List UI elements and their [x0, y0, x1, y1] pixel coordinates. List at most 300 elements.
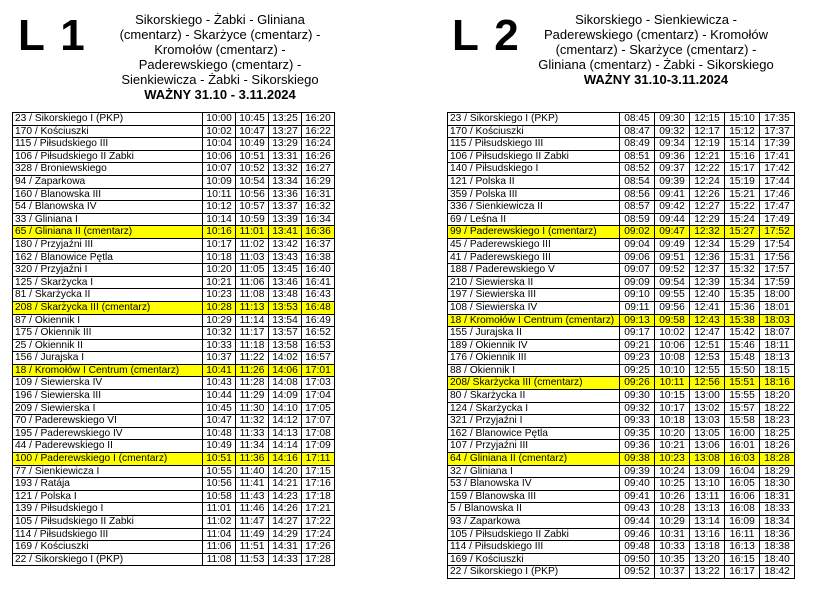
departure-time: 17:03 — [302, 377, 335, 390]
departure-time: 16:24 — [302, 138, 335, 151]
departure-time: 10:11 — [203, 188, 236, 201]
departure-time: 09:41 — [655, 188, 690, 201]
departure-time: 08:47 — [620, 125, 655, 138]
line-1-timetable — [12, 112, 335, 566]
departure-time: 16:03 — [725, 453, 760, 466]
departure-time: 13:43 — [269, 251, 302, 264]
stop-name: 18 / Kromołów I Centrum (cmentarz) — [448, 314, 620, 327]
departure-time: 13:41 — [269, 226, 302, 239]
stop-name: 328 / Broniewskiego — [13, 163, 203, 176]
departure-time: 10:37 — [203, 352, 236, 365]
departure-time: 11:05 — [236, 264, 269, 277]
departure-time: 15:27 — [725, 226, 760, 239]
stop-name: 22 / Sikorskiego I (PKP) — [448, 566, 620, 579]
departure-time: 10:16 — [203, 226, 236, 239]
departure-time: 13:29 — [269, 138, 302, 151]
departure-time: 15:14 — [725, 138, 760, 151]
timetable-row — [13, 516, 335, 529]
stop-name: 195 / Paderewskiego IV — [13, 427, 203, 440]
departure-time: 10:28 — [203, 301, 236, 314]
departure-time: 13:46 — [269, 276, 302, 289]
line-2-title: L 2 — [452, 11, 521, 60]
departure-time: 10:33 — [203, 339, 236, 352]
departure-time: 13:31 — [269, 150, 302, 163]
departure-time: 14:21 — [269, 478, 302, 491]
departure-time: 16:40 — [302, 264, 335, 277]
departure-time: 15:46 — [725, 339, 760, 352]
timetable-row — [448, 175, 795, 188]
departure-time: 12:17 — [690, 125, 725, 138]
departure-time: 13:22 — [690, 566, 725, 579]
departure-time: 18:29 — [760, 465, 795, 478]
departure-time: 11:36 — [236, 453, 269, 466]
departure-time: 10:29 — [655, 516, 690, 529]
departure-time: 09:50 — [620, 553, 655, 566]
timetable-row — [13, 251, 335, 264]
departure-time: 09:49 — [655, 238, 690, 251]
departure-time: 09:11 — [620, 301, 655, 314]
stop-name: 18 / Kromołów I Centrum (cmentarz) — [13, 364, 203, 377]
stop-name: 81 / Skarżycka II — [13, 289, 203, 302]
departure-time: 09:35 — [620, 427, 655, 440]
stop-name: 54 / Blanowska IV — [13, 201, 203, 214]
timetable-row — [448, 566, 795, 579]
departure-time: 09:44 — [620, 516, 655, 529]
departure-time: 09:51 — [655, 251, 690, 264]
timetable-row — [13, 150, 335, 163]
timetable-row — [13, 289, 335, 302]
timetable-row — [13, 390, 335, 403]
departure-time: 10:54 — [236, 175, 269, 188]
stop-name: 359 / Polska III — [448, 188, 620, 201]
stop-name: 105 / Piłsudskiego II Żabki — [13, 516, 203, 529]
stop-name: 197 / Siewierska III — [448, 289, 620, 302]
stop-name: 94 / Zaparkowa — [13, 175, 203, 188]
stop-name: 64 / Gliniana II (cmentarz) — [448, 453, 620, 466]
departure-time: 17:22 — [302, 516, 335, 529]
departure-time: 14:16 — [269, 453, 302, 466]
departure-time: 10:06 — [655, 339, 690, 352]
stop-name: 32 / Gliniana I — [448, 465, 620, 478]
departure-time: 17:08 — [302, 427, 335, 440]
departure-time: 15:50 — [725, 364, 760, 377]
departure-time: 10:10 — [655, 364, 690, 377]
departure-time: 11:49 — [236, 528, 269, 541]
stop-name: 65 / Gliniana II (cmentarz) — [13, 226, 203, 239]
departure-time: 18:23 — [760, 415, 795, 428]
departure-time: 15:16 — [725, 150, 760, 163]
departure-time: 13:08 — [690, 453, 725, 466]
departure-time: 10:24 — [655, 465, 690, 478]
departure-time: 16:27 — [302, 163, 335, 176]
departure-time: 09:40 — [620, 478, 655, 491]
timetable-row — [448, 377, 795, 390]
departure-time: 11:18 — [236, 339, 269, 352]
timetable-row — [13, 528, 335, 541]
departure-time: 11:28 — [236, 377, 269, 390]
departure-time: 10:47 — [236, 125, 269, 138]
stop-name: 169 / Kościuszki — [13, 541, 203, 554]
line-1-route-line: Paderewskiego (cmentarz) - — [138, 57, 302, 72]
departure-time: 14:06 — [269, 364, 302, 377]
departure-time: 11:41 — [236, 478, 269, 491]
departure-time: 09:21 — [620, 339, 655, 352]
departure-time: 09:25 — [620, 364, 655, 377]
timetable-row — [13, 276, 335, 289]
departure-time: 09:34 — [655, 138, 690, 151]
timetable-row — [13, 465, 335, 478]
departure-time: 09:58 — [655, 314, 690, 327]
departure-time: 13:45 — [269, 264, 302, 277]
departure-time: 10:02 — [203, 125, 236, 138]
departure-time: 18:07 — [760, 327, 795, 340]
departure-time: 11:22 — [236, 352, 269, 365]
departure-time: 09:39 — [655, 175, 690, 188]
stop-name: 170 / Kościuszki — [13, 125, 203, 138]
departure-time: 09:52 — [655, 264, 690, 277]
timetable-row — [448, 453, 795, 466]
departure-time: 16:26 — [302, 150, 335, 163]
timetable-row — [448, 339, 795, 352]
departure-time: 12:27 — [690, 201, 725, 214]
departure-time: 16:36 — [302, 226, 335, 239]
departure-time: 09:55 — [655, 289, 690, 302]
timetable-row — [448, 201, 795, 214]
stop-name: 106 / Piłsudskiego II Żabki — [13, 150, 203, 163]
timetable-row — [13, 402, 335, 415]
departure-time: 18:28 — [760, 453, 795, 466]
departure-time: 14:33 — [269, 553, 302, 566]
departure-time: 15:31 — [725, 251, 760, 264]
timetable-row — [448, 251, 795, 264]
stop-name: 162 / Blanowice Pętla — [448, 427, 620, 440]
timetable-row — [448, 150, 795, 163]
departure-time: 18:16 — [760, 377, 795, 390]
departure-time: 09:56 — [655, 301, 690, 314]
departure-time: 14:09 — [269, 390, 302, 403]
departure-time: 09:33 — [620, 415, 655, 428]
timetable-row — [448, 541, 795, 554]
departure-time: 16:31 — [302, 188, 335, 201]
departure-time: 10:21 — [655, 440, 690, 453]
timetable-row — [448, 352, 795, 365]
departure-time: 18:40 — [760, 553, 795, 566]
stop-name: 196 / Siewierska III — [13, 390, 203, 403]
departure-time: 12:39 — [690, 276, 725, 289]
departure-time: 09:37 — [655, 163, 690, 176]
departure-time: 12:21 — [690, 150, 725, 163]
stop-name: 159 / Blanowska III — [448, 490, 620, 503]
departure-time: 08:56 — [620, 188, 655, 201]
departure-time: 10:52 — [236, 163, 269, 176]
departure-time: 10:43 — [203, 377, 236, 390]
departure-time: 11:40 — [236, 465, 269, 478]
departure-time: 08:49 — [620, 138, 655, 151]
departure-time: 11:08 — [203, 553, 236, 566]
departure-time: 11:51 — [236, 541, 269, 554]
line-1-route-description — [104, 12, 336, 102]
departure-time: 09:30 — [655, 113, 690, 126]
departure-time: 16:43 — [302, 289, 335, 302]
stop-name: 140 / Piłsudskiego I — [448, 163, 620, 176]
timetable-row — [448, 213, 795, 226]
timetable-row — [448, 163, 795, 176]
timetable-row — [13, 264, 335, 277]
departure-time: 16:41 — [302, 276, 335, 289]
timetable-row — [448, 478, 795, 491]
timetable-row — [448, 364, 795, 377]
departure-time: 13:11 — [690, 490, 725, 503]
departure-time: 10:44 — [203, 390, 236, 403]
stop-name: 114 / Piłsudskiego III — [13, 528, 203, 541]
stop-name: 170 / Kościuszki — [448, 125, 620, 138]
timetable-row — [13, 238, 335, 251]
departure-time: 10:35 — [655, 553, 690, 566]
departure-time: 17:46 — [760, 188, 795, 201]
stop-name: 169 / Kościuszki — [448, 553, 620, 566]
departure-time: 10:00 — [203, 113, 236, 126]
departure-time: 09:43 — [620, 503, 655, 516]
departure-time: 12:55 — [690, 364, 725, 377]
stop-name: 115 / Piłsudskiego III — [13, 138, 203, 151]
stop-name: 210 / Siewierska II — [448, 276, 620, 289]
timetable-row — [13, 327, 335, 340]
departure-time: 13:18 — [690, 541, 725, 554]
departure-time: 13:13 — [690, 503, 725, 516]
timetable-row — [448, 188, 795, 201]
departure-time: 11:08 — [236, 289, 269, 302]
timetable-row — [448, 289, 795, 302]
timetable-row — [13, 415, 335, 428]
timetable-row — [448, 113, 795, 126]
timetable-row — [448, 516, 795, 529]
timetable-row — [448, 264, 795, 277]
stop-name: 208/ Skarżycka III (cmentarz) — [448, 377, 620, 390]
departure-time: 13:06 — [690, 440, 725, 453]
departure-time: 09:38 — [620, 453, 655, 466]
departure-time: 17:04 — [302, 390, 335, 403]
stop-name: 139 / Piłsudskiego I — [13, 503, 203, 516]
departure-time: 15:32 — [725, 264, 760, 277]
timetable-row — [13, 453, 335, 466]
departure-time: 16:29 — [302, 175, 335, 188]
departure-time: 13:05 — [690, 427, 725, 440]
stop-name: 88 / Okiennik I — [448, 364, 620, 377]
departure-time: 15:57 — [725, 402, 760, 415]
departure-time: 15:24 — [725, 213, 760, 226]
departure-time: 08:51 — [620, 150, 655, 163]
stop-name: 336 / Sienkiewicza II — [448, 201, 620, 214]
departure-time: 14:13 — [269, 427, 302, 440]
departure-time: 15:48 — [725, 352, 760, 365]
departure-time: 09:47 — [655, 226, 690, 239]
departure-time: 17:15 — [302, 465, 335, 478]
departure-time: 09:30 — [620, 390, 655, 403]
timetable-row — [13, 364, 335, 377]
timetable-row — [448, 415, 795, 428]
departure-time: 13:02 — [690, 402, 725, 415]
line-2-route-line: Gliniana (cmentarz) - Żabki - Sikorskiego — [538, 57, 774, 72]
departure-time: 18:22 — [760, 402, 795, 415]
timetable-row — [448, 138, 795, 151]
departure-time: 15:42 — [725, 327, 760, 340]
stop-name: 53 / Blanowska IV — [448, 478, 620, 491]
departure-time: 10:07 — [203, 163, 236, 176]
departure-time: 15:10 — [725, 113, 760, 126]
stop-name: 105 / Piłsudskiego II Żabki — [448, 528, 620, 541]
departure-time: 17:54 — [760, 238, 795, 251]
departure-time: 17:11 — [302, 453, 335, 466]
line-1-route-line: Sikorskiego - Żabki - Gliniana — [135, 12, 305, 27]
departure-time: 10:29 — [203, 314, 236, 327]
stop-name: 176 / Okiennik III — [448, 352, 620, 365]
departure-time: 11:01 — [203, 503, 236, 516]
departure-time: 09:42 — [655, 201, 690, 214]
departure-time: 16:00 — [725, 427, 760, 440]
stop-name: 100 / Paderewskiego I (cmentarz) — [13, 453, 203, 466]
departure-time: 18:20 — [760, 390, 795, 403]
timetable-row — [448, 301, 795, 314]
departure-time: 18:38 — [760, 541, 795, 554]
timetable-row — [13, 541, 335, 554]
line-1-route-line: Kromołów (cmentarz) - — [154, 42, 286, 57]
departure-time: 10:09 — [203, 175, 236, 188]
departure-time: 18:25 — [760, 427, 795, 440]
departure-time: 10:37 — [655, 566, 690, 579]
departure-time: 14:02 — [269, 352, 302, 365]
departure-time: 12:32 — [690, 226, 725, 239]
stop-name: 155 / Jurajska II — [448, 327, 620, 340]
departure-time: 13:27 — [269, 125, 302, 138]
departure-time: 18:26 — [760, 440, 795, 453]
stop-name: 93 / Zaparkowa — [448, 516, 620, 529]
departure-time: 10:20 — [655, 427, 690, 440]
departure-time: 10:08 — [655, 352, 690, 365]
departure-time: 15:17 — [725, 163, 760, 176]
departure-time: 14:20 — [269, 465, 302, 478]
departure-time: 13:20 — [690, 553, 725, 566]
departure-time: 14:14 — [269, 440, 302, 453]
stop-name: 108 / Siewierska IV — [448, 301, 620, 314]
departure-time: 16:08 — [725, 503, 760, 516]
line-2-route-line: (cmentarz) - Skarżyce (cmentarz) - — [555, 42, 757, 57]
timetable-row — [448, 238, 795, 251]
departure-time: 16:06 — [725, 490, 760, 503]
stop-name: 160 / Blanowska III — [13, 188, 203, 201]
departure-time: 17:09 — [302, 440, 335, 453]
departure-time: 18:03 — [760, 314, 795, 327]
departure-time: 11:47 — [236, 516, 269, 529]
stop-name: 23 / Sikorskiego I (PKP) — [448, 113, 620, 126]
departure-time: 10:17 — [203, 238, 236, 251]
departure-time: 13:37 — [269, 201, 302, 214]
departure-time: 16:22 — [302, 125, 335, 138]
departure-time: 09:54 — [655, 276, 690, 289]
departure-time: 10:25 — [655, 478, 690, 491]
timetable-row — [13, 490, 335, 503]
departure-time: 11:01 — [236, 226, 269, 239]
departure-time: 16:04 — [725, 465, 760, 478]
departure-time: 12:24 — [690, 175, 725, 188]
stop-name: 107 / Przyjaźni III — [448, 440, 620, 453]
stop-name: 25 / Okiennik II — [13, 339, 203, 352]
departure-time: 13:00 — [690, 390, 725, 403]
departure-time: 13:03 — [690, 415, 725, 428]
departure-time: 11:02 — [203, 516, 236, 529]
departure-time: 15:29 — [725, 238, 760, 251]
departure-time: 10:17 — [655, 402, 690, 415]
departure-time: 13:39 — [269, 213, 302, 226]
timetable-row — [448, 440, 795, 453]
stop-name: 114 / Piłsudskiego III — [448, 541, 620, 554]
departure-time: 16:11 — [725, 528, 760, 541]
timetable-row — [448, 465, 795, 478]
departure-time: 10:56 — [203, 478, 236, 491]
timetable-row — [448, 402, 795, 415]
departure-time: 17:41 — [760, 150, 795, 163]
departure-time: 15:19 — [725, 175, 760, 188]
departure-time: 10:31 — [655, 528, 690, 541]
stop-name: 188 / Paderewskiego V — [448, 264, 620, 277]
stop-name: 109 / Siewierska IV — [13, 377, 203, 390]
departure-time: 16:34 — [302, 213, 335, 226]
stop-name: 321 / Przyjaźni I — [448, 415, 620, 428]
departure-time: 12:34 — [690, 238, 725, 251]
departure-time: 13:32 — [269, 163, 302, 176]
departure-time: 14:29 — [269, 528, 302, 541]
departure-time: 10:33 — [655, 541, 690, 554]
departure-time: 10:49 — [203, 440, 236, 453]
departure-time: 17:18 — [302, 490, 335, 503]
timetable-row — [13, 440, 335, 453]
departure-time: 10:32 — [203, 327, 236, 340]
timetable-row — [13, 553, 335, 566]
departure-time: 17:39 — [760, 138, 795, 151]
departure-time: 16:52 — [302, 327, 335, 340]
stop-name: 45 / Paderewskiego III — [448, 238, 620, 251]
departure-time: 10:11 — [655, 377, 690, 390]
departure-time: 11:43 — [236, 490, 269, 503]
departure-time: 11:29 — [236, 390, 269, 403]
departure-time: 17:42 — [760, 163, 795, 176]
departure-time: 16:01 — [725, 440, 760, 453]
departure-time: 10:57 — [236, 201, 269, 214]
departure-time: 09:44 — [655, 213, 690, 226]
departure-time: 12:51 — [690, 339, 725, 352]
departure-time: 10:28 — [655, 503, 690, 516]
stop-name: 44 / Paderewskiego II — [13, 440, 203, 453]
departure-time: 17:16 — [302, 478, 335, 491]
timetable-row — [448, 327, 795, 340]
departure-time: 09:02 — [620, 226, 655, 239]
departure-time: 15:55 — [725, 390, 760, 403]
departure-time: 11:02 — [236, 238, 269, 251]
departure-time: 13:48 — [269, 289, 302, 302]
departure-time: 12:36 — [690, 251, 725, 264]
departure-time: 09:26 — [620, 377, 655, 390]
departure-time: 10:51 — [203, 453, 236, 466]
departure-time: 10:48 — [203, 427, 236, 440]
departure-time: 10:04 — [203, 138, 236, 151]
timetable-row — [13, 352, 335, 365]
departure-time: 09:10 — [620, 289, 655, 302]
departure-time: 10:02 — [655, 327, 690, 340]
departure-time: 14:23 — [269, 490, 302, 503]
departure-time: 11:33 — [236, 427, 269, 440]
departure-time: 15:58 — [725, 415, 760, 428]
departure-time: 18:36 — [760, 528, 795, 541]
stop-name: 115 / Piłsudskiego III — [448, 138, 620, 151]
